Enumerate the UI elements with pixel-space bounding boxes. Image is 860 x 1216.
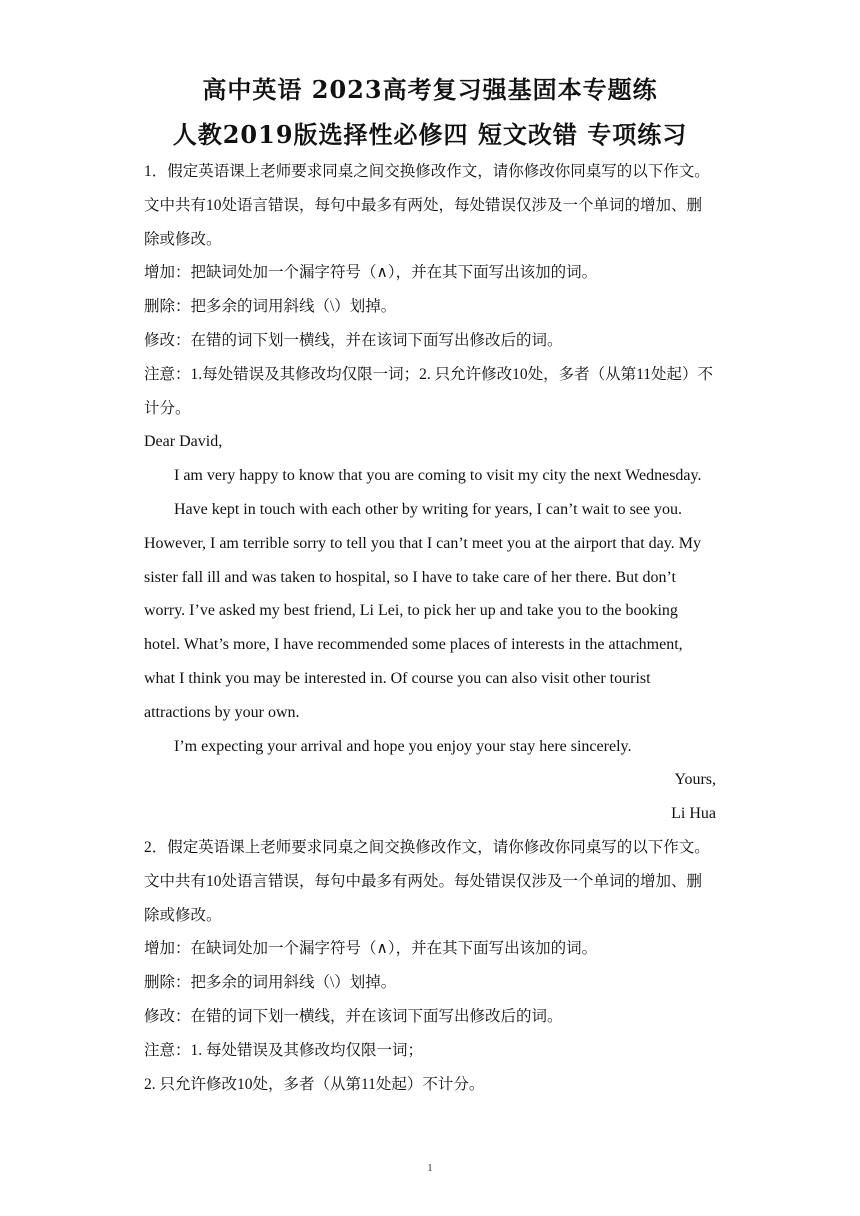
page-number: 1 [427,1162,433,1174]
q2-add-rule: 增加：在缺词处加一个漏字符号（∧），并在其下面写出该加的词。 [144,940,598,958]
letter-closing: Yours, [674,771,716,789]
q1-modify-rule: 修改：在错的词下划一横线，并在该词下面写出修改后的词。 [144,331,563,349]
q2-intro: 2．假定英语课上老师要求同桌之间交换修改作文，请你修改你同桌写的以下作文。文中共有10处语言错误，每句中最多有两处。每处错误仅涉及一个单词的增加、删除或修改。 [144,838,710,924]
q2-delete-rule: 删除：把多余的词用斜线（\）划掉。 [144,974,397,992]
q1-delete-rule: 删除：把多余的词用斜线（\）划掉。 [144,298,397,316]
q2-modify-rule: 修改：在错的词下划一横线，并在该词下面写出修改后的词。 [144,1007,563,1025]
page-title: 高中英语 2023高考复习强基固本专题练 [202,75,658,104]
letter-signature: Li Hua [671,805,716,823]
letter-greeting: Dear David, [144,433,223,451]
q1-add-rule: 增加：把缺词处加一个漏字符号（∧），并在其下面写出该加的词。 [144,264,598,282]
page-subtitle: 人教2019版选择性必修四 短文改错 专项练习 [172,120,688,149]
q1-intro: 1．假定英语课上老师要求同桌之间交换修改作文，请你修改你同桌写的以下作文。文中共有10处语言错误，每句中最多有两处，每处错误仅涉及一个单词的增加、删除或修改。 [144,163,710,248]
letter-paragraph-1: I am very happy to know that you are coming to visit my city the next Wednesday. [174,467,702,485]
q2-note-1: 注意：1. 每处错误及其修改均仅限一词； [144,1041,424,1059]
document-body [144,155,716,1101]
letter-paragraph-2: Have kept in touch with each other by writing for years, I can’t wait to see you. However, I am terrible sorry to tell you that I can’t meet you at the airport that day. My sister fall ill and was taken to hospital, so I have to take care of her there. But don’t worry. I’ve asked my best friend, Li Lei, to pick her up and take you to the booking hotel. What’s more, I have recommended some places of interests in the attachment, what I think you may be interested in. Of course you can also visit other tourist attractions by your own. [144,500,701,721]
q1-note: 注意：1.每处错误及其修改均仅限一词；2. 只允许修改10处，多者（从第11处起）不计分。 [144,365,714,417]
letter-paragraph-3: I’m expecting your arrival and hope you enjoy your stay here sincerely. [174,737,632,755]
q2-note-2: 2. 只允许修改10处，多者（从第11处起）不计分。 [144,1075,485,1093]
